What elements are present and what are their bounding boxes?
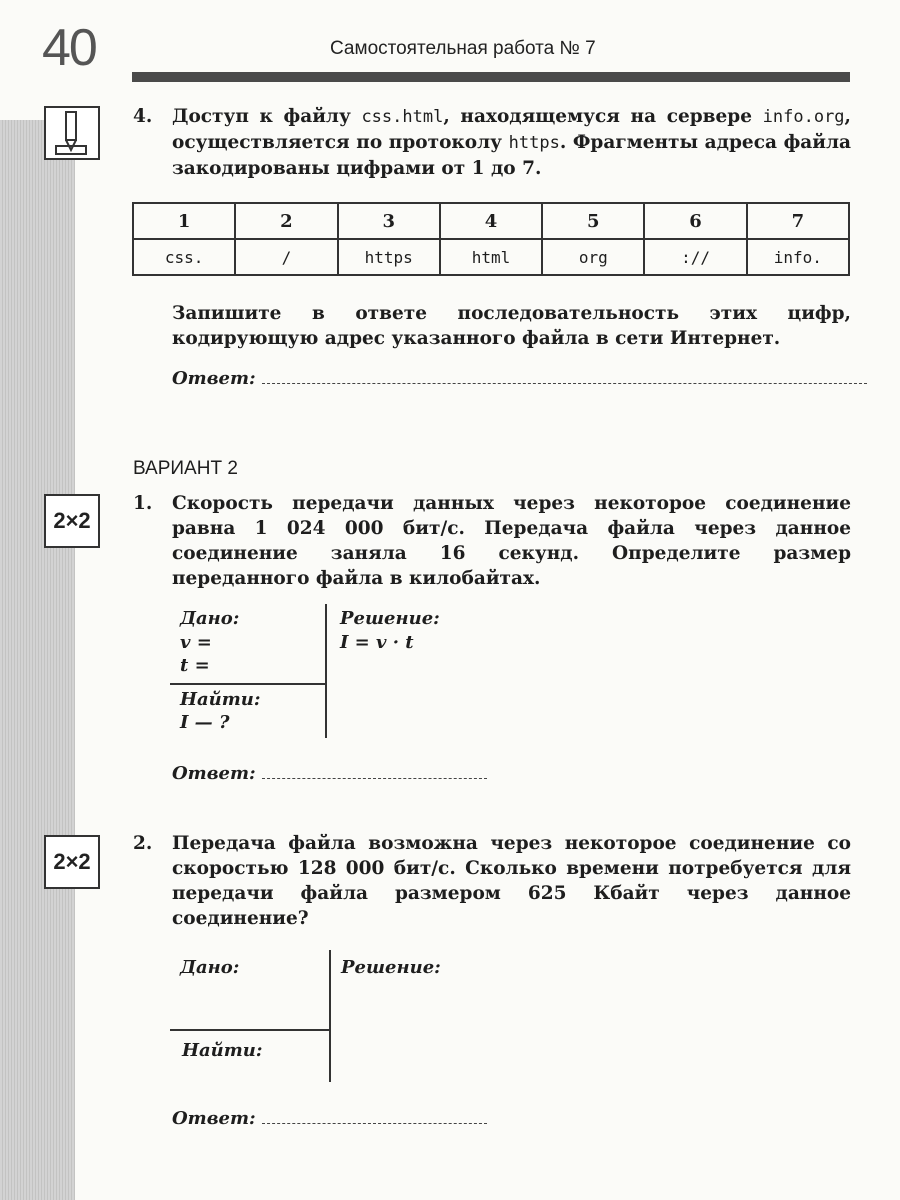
table-cell: org — [542, 239, 644, 275]
variant-heading: ВАРИАНТ 2 — [133, 458, 238, 479]
given-label: Дано: — [180, 957, 240, 978]
find-item: I — ? — [180, 712, 230, 733]
table-cell: :// — [644, 239, 746, 275]
table-header-row — [133, 203, 849, 239]
answer-label: Ответ: — [172, 1108, 256, 1129]
page-header-title: Самостоятельная работа № 7 — [330, 38, 596, 59]
answer-blank[interactable] — [262, 369, 867, 384]
solution-block — [340, 607, 440, 654]
table-cell: 4 — [440, 203, 542, 239]
table-cell: 3 — [338, 203, 440, 239]
task-number: 4. — [133, 106, 153, 127]
table-cell: info. — [747, 239, 849, 275]
table-cell: 1 — [133, 203, 235, 239]
margin-strip — [0, 120, 75, 1200]
task-text: Скорость передачи данных через некоторое соединение равна 1 024 000 бит/с. Передача файла через данное соединение заняла 16 секунд. Определите размер переданного файла в килобайтах. — [172, 493, 851, 589]
divider — [170, 1029, 331, 1031]
task-2 — [133, 831, 851, 931]
find-label: Найти: — [180, 688, 261, 710]
answer-blank[interactable] — [262, 764, 487, 779]
protocol: https — [508, 133, 560, 153]
table-row — [133, 239, 849, 275]
find-label: Найти: — [182, 1040, 263, 1061]
table-cell: 7 — [747, 203, 849, 239]
difficulty-badge-icon: 2×2 — [44, 494, 100, 548]
given-item: v = — [180, 631, 212, 653]
task-text: Передача файла возможна через некоторое соединение со скоростью 128 000 бит/с. Сколько времени потребуется для передачи файла размером 625 Кбайт через данное соединение? — [172, 833, 851, 929]
answer-blank[interactable] — [262, 1109, 487, 1124]
table-cell: html — [440, 239, 542, 275]
given-block — [180, 607, 261, 735]
formula: I = v · t — [340, 631, 414, 653]
table-cell: 2 — [235, 203, 337, 239]
solution-label: Решение: — [340, 608, 440, 629]
table-cell: / — [235, 239, 337, 275]
task-number: 1. — [133, 493, 153, 514]
table-cell: 6 — [644, 203, 746, 239]
filename: css.html — [361, 107, 444, 127]
divider — [325, 604, 327, 738]
text: . Фрагменты адреса файла закодированы цифрами от 1 до 7. — [172, 132, 851, 179]
text: , находящемуся на сервере — [443, 106, 763, 127]
page-number: 40 — [42, 19, 96, 77]
answer-label: Ответ: — [172, 763, 256, 784]
divider — [329, 950, 331, 1082]
given-item: t = — [180, 655, 210, 676]
task-4-instruction — [133, 301, 851, 351]
pencil-icon — [44, 106, 100, 160]
instruction-text: Запишите в ответе последовательность этих цифр, кодирующую адрес указанного файла в сети Интернет. — [172, 303, 851, 349]
header-divider — [132, 72, 850, 82]
given-label: Дано: — [180, 608, 240, 629]
table-cell: css. — [133, 239, 235, 275]
difficulty-badge-icon: 2×2 — [44, 835, 100, 889]
task-1 — [133, 491, 851, 591]
table-cell: 5 — [542, 203, 644, 239]
task-4 — [133, 104, 851, 181]
task-text — [172, 104, 851, 181]
answer-label: Ответ: — [172, 368, 256, 389]
answer-line[interactable] — [172, 368, 867, 389]
table-cell: https — [338, 239, 440, 275]
answer-line[interactable] — [172, 763, 487, 784]
solution-label: Решение: — [341, 957, 441, 978]
fragments-table — [132, 202, 850, 276]
text: Доступ к файлу — [172, 106, 362, 127]
answer-line[interactable] — [172, 1108, 487, 1129]
task-number: 2. — [133, 833, 153, 854]
text: , осуществляется по протоколу — [172, 106, 851, 153]
server: info.org — [762, 107, 845, 127]
